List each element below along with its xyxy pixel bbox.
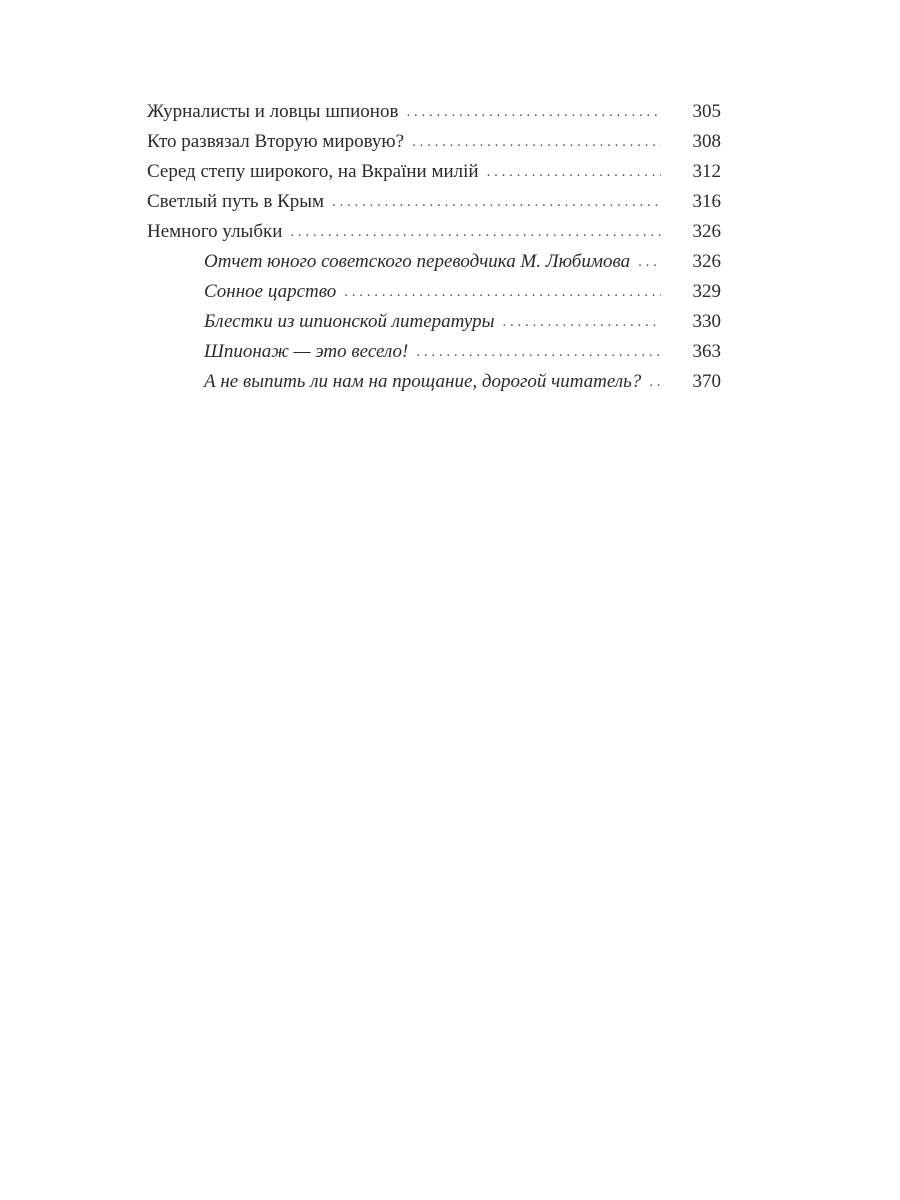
dot-leader <box>487 157 661 187</box>
toc-subentry[interactable] <box>147 337 721 367</box>
toc-entry[interactable] <box>147 127 721 157</box>
toc-subentry-title: Сонное царство <box>204 281 337 302</box>
dot-leader <box>332 187 661 217</box>
toc-subentry-page-number: 363 <box>692 341 721 362</box>
toc-entry[interactable] <box>147 157 721 187</box>
dot-leader <box>290 217 661 247</box>
toc-subentry-title: Шпионаж — это весело! <box>204 341 409 362</box>
toc-entry-page-number: 312 <box>692 161 721 182</box>
dot-leader <box>502 307 661 337</box>
toc-subentry[interactable] <box>147 367 721 397</box>
toc-entry-title: Светлый путь в Крым <box>147 191 325 212</box>
toc-entry[interactable] <box>147 217 721 247</box>
toc-entry-title: Журналисты и ловцы шпионов <box>147 101 399 122</box>
dot-leader <box>638 247 661 277</box>
dot-leader <box>416 337 661 367</box>
toc-entry-title: Кто развязал Вторую мировую? <box>147 131 405 152</box>
toc-subentry[interactable] <box>147 247 721 277</box>
toc-subentry-title: Блестки из шпионской литературы <box>204 311 495 332</box>
toc-subentry-page-number: 326 <box>692 251 721 272</box>
toc-subentry[interactable] <box>147 307 721 337</box>
toc-entry[interactable] <box>147 97 721 127</box>
dot-leader <box>649 367 661 397</box>
dot-leader <box>412 127 661 157</box>
toc-subentry-page-number: 370 <box>692 371 721 392</box>
toc-entry-page-number: 308 <box>692 131 721 152</box>
toc-entry-title: Немного улыбки <box>147 221 283 242</box>
toc-subentry-title: А не выпить ли нам на прощание, дорогой читатель? <box>204 371 642 392</box>
toc-entry-title: Серед степу широкого, на Вкраïни милiй <box>147 161 479 182</box>
toc-entry-page-number: 316 <box>692 191 721 212</box>
dot-leader <box>344 277 661 307</box>
toc-entry[interactable] <box>147 187 721 217</box>
toc-entry-page-number: 326 <box>692 221 721 242</box>
toc-subentry-page-number: 330 <box>692 311 721 332</box>
dot-leader <box>406 97 661 127</box>
toc-subentry-page-number: 329 <box>692 281 721 302</box>
toc-entry-page-number: 305 <box>692 101 721 122</box>
table-of-contents <box>147 97 721 397</box>
toc-subentry-title: Отчет юного советского переводчика М. Любимова <box>204 251 631 272</box>
toc-subentry[interactable] <box>147 277 721 307</box>
